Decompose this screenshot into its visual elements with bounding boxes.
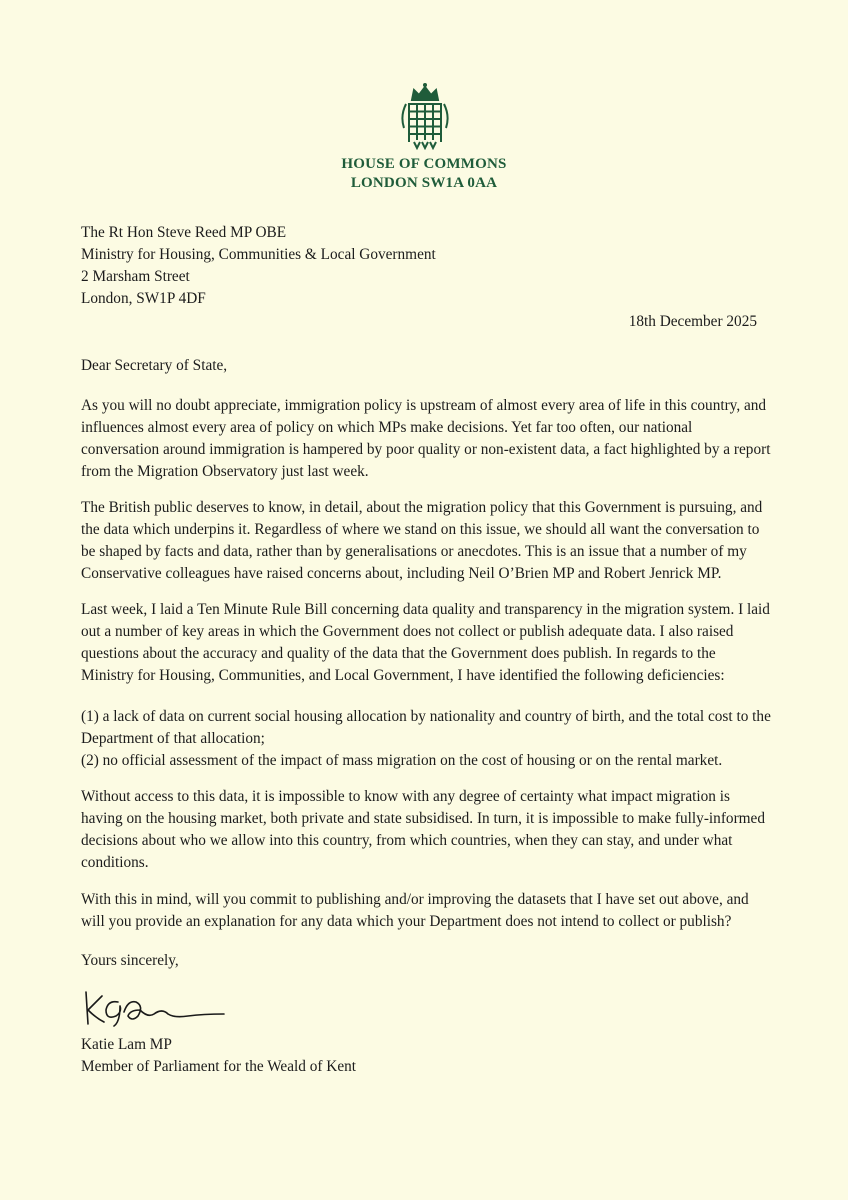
body-paragraph-6: With this in mind, will you commit to publishing and/or improving the datasets that I have set out above, and will you provide an explanation for any data which your Department does not intend to collect or publish? xyxy=(81,891,749,930)
handwritten-signature xyxy=(78,988,228,1030)
recipient-department: Ministry for Housing, Communities & Local Government xyxy=(81,246,436,263)
sender-name: Katie Lam MP xyxy=(81,1036,172,1053)
body-paragraph-2: The British public deserves to know, in detail, about the migration policy that this Government is pursuing, and the data which underpins it. Regardless of where we stand on this issue, we should all want the conversation to be shaped by facts and data, rather than by generalisations or anecdotes. This is an issue that a number of my Conservative colleagues have raised concerns about, including Neil O’Brien MP and Robert Jenrick MP. xyxy=(81,499,763,582)
deficiency-item-2: (2) no official assessment of the impact of mass migration on the cost of housing or on the rental market. xyxy=(81,752,723,769)
body-paragraph-3: Last week, I laid a Ten Minute Rule Bill concerning data quality and transparency in the migration system. I laid out a number of key areas in which the Government does not collect or publish adequate data. I also raised questions about the accuracy and quality of the data that the Government does publish. In regards to the Ministry for Housing, Communities, and Local Government, I have identified the following deficiencies: xyxy=(81,601,770,684)
recipient-name: The Rt Hon Steve Reed MP OBE xyxy=(81,224,287,241)
deficiency-item-1: (1) a lack of data on current social housing allocation by nationality and country of birth, and the total cost to the Department of that allocation; xyxy=(81,708,771,747)
portcullis-crest-icon xyxy=(398,82,452,150)
recipient-address xyxy=(81,222,771,310)
body-paragraph-5: Without access to this data, it is impossible to know with any degree of certainty what impact migration is having on the housing market, both private and state subsidised. In turn, it is impossible to make fully-informed decisions about who we allow into this country, from which countries, when they can stay, and under what conditions. xyxy=(81,788,765,871)
recipient-city: London, SW1P 4DF xyxy=(81,290,206,307)
letterhead-line-2: LONDON SW1A 0AA xyxy=(350,175,498,191)
letter-date: 18th December 2025 xyxy=(628,313,757,330)
sender-signoff xyxy=(81,1034,771,1078)
sender-title: Member of Parliament for the Weald of Kent xyxy=(81,1058,357,1075)
salutation: Dear Secretary of State, xyxy=(81,357,228,374)
body-paragraph-1: As you will no doubt appreciate, immigration policy is upstream of almost every area of life in this country, and influences almost every area of policy on which MPs make decisions. Yet far too often, our national conversation around immigration is hampered by poor quality or non-existent data, a fact highlighted by a report from the Migration Observatory just last week. xyxy=(81,397,771,480)
letterhead-line-1: HOUSE OF COMMONS xyxy=(341,156,507,172)
recipient-street: 2 Marsham Street xyxy=(81,268,190,285)
deficiency-list xyxy=(81,706,771,772)
closing: Yours sincerely, xyxy=(81,952,179,969)
